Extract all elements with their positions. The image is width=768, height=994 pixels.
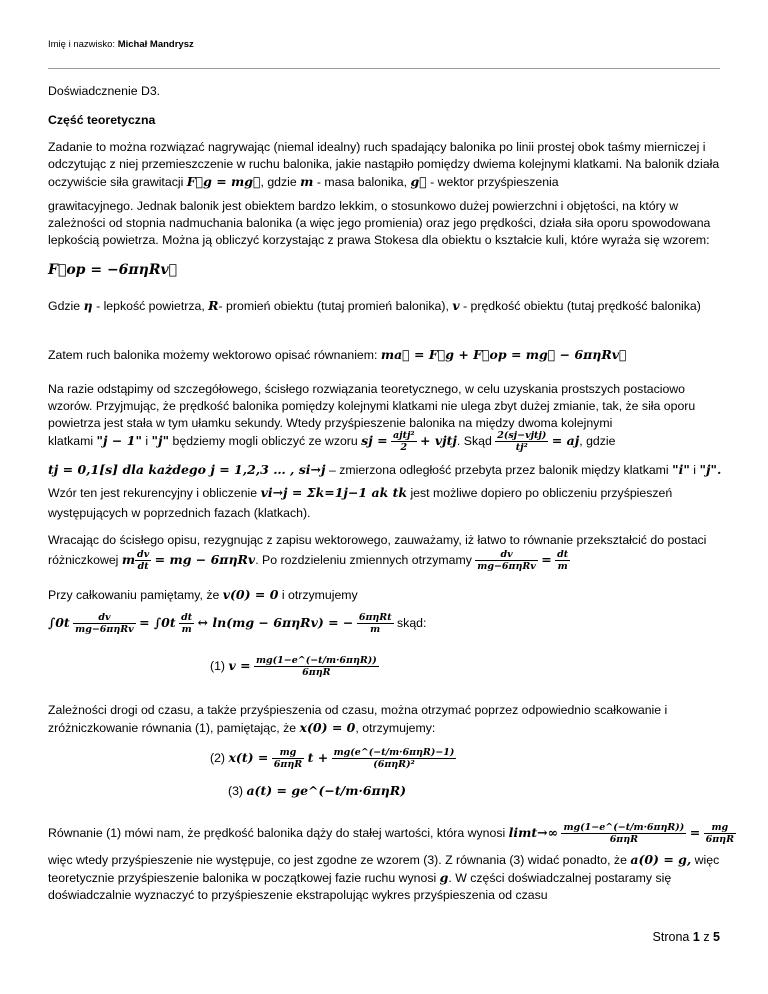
p5-text-a: Wzór ten jest rekurencyjny i obliczenie bbox=[48, 486, 258, 500]
velocity-symbol: v bbox=[452, 298, 460, 313]
document-title: Doświadcznenie D3. bbox=[48, 84, 161, 98]
p4-text-g: – zmierzona odległość przebyta przez balonik między klatkami bbox=[328, 463, 669, 477]
p9-text-a: Zależności drogi od czasu, a także przyśpieszenia od czasu, można otrzymać poprzez odpowiednio scałkowanie i zróżniczkowanie równania (1), pamiętając, że bbox=[48, 703, 668, 735]
limit-fraction bbox=[561, 822, 686, 845]
paragraph-4-line2 bbox=[48, 461, 720, 479]
eq2-f2-den: (6πηR)² bbox=[373, 759, 415, 770]
j-quote-2: "j". bbox=[699, 462, 722, 477]
author-name: Michał Mandrysz bbox=[117, 39, 194, 50]
paragraph-1-cont: grawitacyjnego. Jednak balonik jest obiektem bardzo lekkim, o stosunkowo dużej powierzchni i objętości, na który w zależności od stopnia nadmuchania balonika (a więc jego promienia) oraz jego prędkości, działa siła oporu spowodowana lepkością powietrza. Można ją obliczyć korzystając z prawa Stokesa dla obiektu o kształcie kuli, które wyraża się wzorem: bbox=[48, 199, 711, 247]
lim-eq: = bbox=[689, 824, 701, 840]
limit-result bbox=[704, 822, 736, 845]
eq1-num: mg(1−e^(−t/m·6πηR)) bbox=[255, 655, 377, 666]
a0-condition: a(0) = g, bbox=[630, 852, 692, 867]
eq1-fraction bbox=[254, 655, 379, 678]
eq2-mid: t + bbox=[307, 749, 329, 765]
eq2-fraction-2 bbox=[332, 747, 457, 770]
paragraph-5-cont: występujących w poprzednich fazach (klatkach). bbox=[48, 506, 311, 520]
int-lhs: ∫0t bbox=[48, 614, 70, 630]
p4-text-b: klatkami bbox=[48, 433, 94, 448]
p4-text-f: , gdzie bbox=[579, 433, 616, 448]
eq3-formula: a(t) = ge^(−t/m·6πηR) bbox=[246, 783, 407, 798]
p4-text-d: będziemy mogli obliczyć ze wzoru bbox=[172, 433, 358, 448]
sep-den: mg−6πηRv bbox=[477, 561, 536, 572]
paragraph-4: Na razie odstąpimy od szczegółowego, ścisłego rozwiązania teoretycznego, w celu uzyskania prostszych postaciowo wzorów. Przyjmując, że prędkość balonika pomiędzy kolejnymi klatkami nie ulega zbyt dużej zmianie, tak, że siła oporu powietrza jest stała w tym ułamku sekundy. Wtedy przyśpieszenie balonika na między dwoma kolejnymi bbox=[48, 382, 696, 430]
diff-rhs: = mg − 6πηRv bbox=[154, 551, 256, 567]
velocity-sum-eq: vi→j = Σk=1j−1 ak tk bbox=[260, 485, 408, 500]
p1-text-c: - masa balonika, bbox=[316, 175, 408, 189]
sj-den: 2 bbox=[400, 442, 408, 453]
int-log: ↔ ln(mg − 6πηRv) = − bbox=[197, 614, 354, 630]
footer-z: z bbox=[703, 930, 710, 944]
eq1-den: 6πηR bbox=[302, 667, 331, 678]
paragraph-10 bbox=[48, 822, 734, 845]
p7-text-b: i otrzymujemy bbox=[281, 588, 358, 602]
p4-text-e: . Skąd bbox=[456, 433, 492, 448]
paragraph-5 bbox=[48, 484, 720, 502]
paragraph-4-line bbox=[48, 430, 720, 453]
x0-condition: x(0) = 0 bbox=[299, 720, 356, 735]
separation-fraction bbox=[475, 549, 538, 572]
j-minus-1: "j − 1" bbox=[96, 432, 142, 448]
eq1-label: (1) bbox=[210, 658, 226, 673]
motion-eq: ma⃗ = F⃗g + F⃗op = mg⃗ − 6πηRv⃗ bbox=[380, 347, 627, 362]
paragraph-6 bbox=[48, 532, 720, 572]
int-f3-den: m bbox=[370, 624, 381, 635]
g-vector-symbol: g⃗ bbox=[410, 174, 427, 189]
dv-dt-fraction bbox=[135, 549, 151, 572]
aj-fraction bbox=[495, 430, 548, 453]
p1-text-b: , gdzie bbox=[260, 175, 297, 189]
eq2-fraction-1 bbox=[272, 747, 304, 770]
paragraph-7 bbox=[48, 586, 720, 604]
aj-num: 2(sj−vjtj) bbox=[497, 430, 547, 441]
eq2-lhs: x(t) = bbox=[228, 749, 269, 765]
p9-text-b: , otrzymujemy: bbox=[355, 721, 436, 735]
equation-3 bbox=[228, 782, 406, 800]
footer-total-pages: 5 bbox=[713, 930, 720, 944]
int-f2-den: m bbox=[181, 624, 192, 635]
p3-text: Zatem ruch balonika możemy wektorowo opisać równaniem: bbox=[48, 348, 378, 362]
sj-num: ajtj² bbox=[392, 430, 415, 441]
p5-text-b: jest możliwe dopiero po obliczeniu przyśpieszeń bbox=[410, 486, 673, 500]
lim2-den: 6πηR bbox=[705, 834, 734, 845]
eta-symbol: η bbox=[83, 298, 93, 313]
page-footer bbox=[653, 930, 720, 944]
j-quote: "j" bbox=[151, 432, 170, 448]
p2-text-c: - promień obiektu (tutaj promień balonika), bbox=[218, 299, 449, 313]
v0-condition: v(0) = 0 bbox=[222, 587, 279, 602]
lim-num: mg(1−e^(−t/m·6πηR)) bbox=[563, 822, 685, 833]
integral-eq bbox=[48, 612, 720, 635]
p10-text-c: więc teoretycznie przyśpieszenie balonika w początkowej fazie ruchu wynosi bbox=[48, 853, 720, 885]
limit-symbol: limt→∞ bbox=[508, 824, 559, 840]
int-arrow: = ∫0t bbox=[139, 614, 176, 630]
paragraph-2 bbox=[48, 297, 720, 315]
p10-text-a: Równanie (1) mówi nam, że prędkość balonika dąży do stałej wartości, która wynosi bbox=[48, 825, 506, 840]
sj-rest: + vjtj bbox=[420, 432, 457, 448]
paragraph-1 bbox=[48, 139, 720, 191]
sj-fraction bbox=[391, 430, 417, 453]
mass-symbol: m bbox=[300, 174, 314, 189]
paragraph-3 bbox=[48, 346, 720, 364]
p4-text-c: i bbox=[145, 433, 149, 448]
int-f2-num: dt bbox=[181, 612, 193, 623]
p6-text-b: . Po rozdzieleniu zmiennych otrzymamy bbox=[255, 552, 472, 567]
paragraph-9 bbox=[48, 702, 720, 737]
p2-text-a: Gdzie bbox=[48, 299, 81, 313]
page-header bbox=[48, 39, 194, 50]
radius-symbol: R bbox=[208, 298, 219, 313]
tj-eq: tj = 0,1[s] dla każdego j = 1,2,3 … , si→j bbox=[48, 462, 326, 477]
equation-2 bbox=[210, 747, 456, 770]
footer-page-number: 1 bbox=[692, 930, 700, 944]
eq1-lhs: v = bbox=[228, 657, 251, 673]
paragraph-10-cont bbox=[48, 851, 720, 904]
lim2-num: mg bbox=[704, 822, 736, 834]
i-quote: "i" bbox=[672, 462, 690, 477]
lim-den: 6πηR bbox=[609, 834, 639, 845]
eq2-f1-den: 6πηR bbox=[273, 759, 303, 770]
dv-num: dv bbox=[137, 549, 150, 560]
p1-text-d: - wektor przyśpieszenia bbox=[430, 175, 559, 189]
p7-text-a: Przy całkowaniu pamiętamy, że bbox=[48, 588, 220, 602]
aj-den: tj² bbox=[515, 442, 528, 453]
p4-text-h: i bbox=[693, 463, 697, 477]
dt-den: dt bbox=[137, 561, 149, 572]
int-fraction-1 bbox=[73, 612, 136, 635]
sep-num: dv bbox=[475, 549, 538, 561]
eq2-f2-num: mg(e^(−t/m·6πηR)−1) bbox=[333, 747, 455, 758]
footer-strona: Strona bbox=[652, 930, 690, 944]
p1-text-a: Zadanie to można rozwiązać nagrywając (niemal idealny) ruch spadający balonika po linii prostej obok taśmy mierniczej i odczytując z niej przemieszczenie w ruchu balonika, jakie nastąpiło pomiędzy dwiema kolejnymi klatkami. Na balonik działa oczywiście siła grawitacji bbox=[48, 140, 720, 189]
eq3-label: (3) bbox=[228, 784, 244, 798]
aj-rhs: = aj bbox=[551, 432, 580, 448]
p8-text: skąd: bbox=[397, 615, 427, 630]
p2-text-d: - prędkość obiektu (tutaj prędkość balonika) bbox=[463, 299, 701, 313]
equation-1 bbox=[210, 655, 379, 678]
section-heading: Część teoretyczna bbox=[48, 113, 156, 127]
name-label: Imię i nazwisko: bbox=[48, 39, 116, 50]
sep-eq: = bbox=[541, 551, 552, 567]
eq2-f1-num: mg bbox=[272, 747, 304, 759]
stokes-eq: F⃗op = −6πηRv⃗ bbox=[48, 262, 178, 278]
diff-m: m bbox=[121, 551, 136, 567]
int-f1-den: mg−6πηRv bbox=[75, 624, 134, 635]
g-symbol: g bbox=[439, 870, 449, 885]
sep2-den: m bbox=[557, 561, 568, 572]
p10-text-b: więc wtedy przyśpieszenie nie występuje, co jest zgodne ze wzorem (3). Z równania (3) widać ponadto, że bbox=[48, 853, 627, 867]
eq2-label: (2) bbox=[210, 750, 226, 765]
int-f1-num: dv bbox=[73, 612, 136, 624]
gravity-force-eq: F⃗g = mg⃗ bbox=[186, 174, 261, 189]
int-fraction-3 bbox=[357, 612, 394, 635]
int-f3-num: 6πηRt bbox=[358, 612, 392, 623]
sj-lhs: sj = bbox=[361, 432, 388, 448]
p10-text-d: . W części doświadczalnej postaramy się doświadczalnie wyznaczyć to przyśpieszenie ekstrapolując wykres przyśpieszenia od czasu bbox=[48, 871, 672, 902]
separation-fraction-2 bbox=[555, 549, 570, 572]
header-divider bbox=[48, 68, 720, 69]
p6-text-a: Wracając do ścisłego opisu, rezygnując z zapisu wektorowego, zauważamy, iż łatwo to równanie przekształcić do postaci różniczkowej bbox=[48, 533, 707, 567]
p2-text-b: - lepkość powietrza, bbox=[96, 299, 205, 313]
stokes-formula bbox=[48, 262, 720, 279]
sep2-num: dt bbox=[557, 549, 569, 560]
int-fraction-2 bbox=[179, 612, 194, 635]
